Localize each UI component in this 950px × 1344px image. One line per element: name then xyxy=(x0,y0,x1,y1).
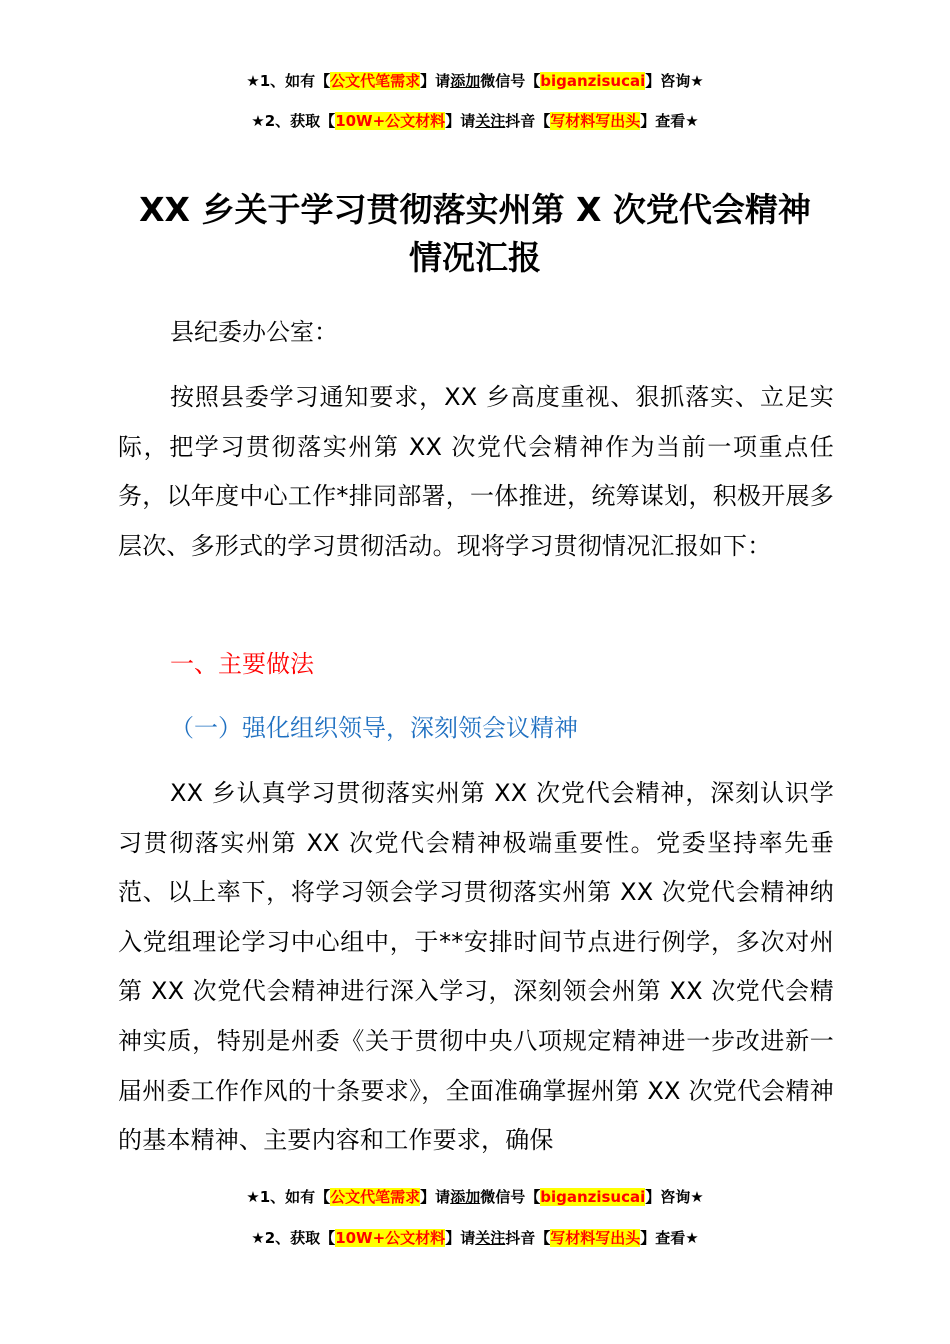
banner-text: 抖音【 xyxy=(505,1229,551,1247)
banner-text: 】咨询★ xyxy=(645,72,704,90)
document-title-line-2: 情况汇报 xyxy=(409,238,541,277)
banner-highlight: biganzisucai xyxy=(540,1188,646,1206)
document-title-line-1: XX 乡关于学习贯彻落实州第 X 次党代会精神 xyxy=(139,190,811,229)
banner-highlight: biganzisucai xyxy=(540,72,646,90)
banner-text: 】请 xyxy=(420,1188,451,1206)
banner-text: ★2、获取【 xyxy=(251,112,336,130)
banner-text: ★1、如有【 xyxy=(246,72,331,90)
footer-banner-line-1 xyxy=(0,1187,950,1207)
intro-paragraph: 按照县委学习通知要求，XX 乡高度重视、狠抓落实、立足实际，把学习贯彻落实州第 XX 次党代会精神作为当前一项重点任务，以年度中心工作*排同部署，一体推进，统筹谋划，积极开展多层次、多形式的学习贯彻活动。现将学习贯彻情况汇报如下： xyxy=(118,383,834,560)
banner-text: 微信号【 xyxy=(480,72,541,90)
banner-underline: 关注 xyxy=(475,112,506,130)
banner-highlight: 10W+公文材料 xyxy=(335,1229,446,1247)
banner-underline: 添加 xyxy=(450,1188,481,1206)
banner-highlight: 公文代笔需求 xyxy=(330,1188,421,1206)
subsection-heading: （一）强化组织领导，深刻领会议精神 xyxy=(170,714,578,742)
section-heading: 一、主要做法 xyxy=(170,650,314,678)
banner-underline: 关注 xyxy=(475,1229,506,1247)
banner-text: ★2、获取【 xyxy=(251,1229,336,1247)
banner-text: 】查看★ xyxy=(640,112,699,130)
body-paragraph: XX 乡认真学习贯彻落实州第 XX 次党代会精神，深刻认识学习贯彻落实州第 XX 次党代会精神极端重要性。党委坚持率先垂范、以上率下，将学习领会学习贯彻落实州第 XX 次党代会精神纳入党组理论学习中心组中，于**安排时间节点进行例学，多次对州第 XX 次党代会精神进行深入学习，深刻领会州第 XX 次党代会精神实质，特别是州委《关于贯彻中央八项规定精神进一步改进新一届州委工作作风的十条要求》，全面准确掌握州第 XX 次党代会精神的基本精神、主要内容和工作要求，确保 xyxy=(118,779,834,1155)
banner-highlight: 公文代笔需求 xyxy=(330,72,421,90)
banner-text: ★1、如有【 xyxy=(246,1188,331,1206)
banner-text: 】查看★ xyxy=(640,1229,699,1247)
banner-text: 】请 xyxy=(420,72,451,90)
banner-text: 】请 xyxy=(445,1229,476,1247)
header-banner-line-2 xyxy=(0,111,950,131)
banner-text: 微信号【 xyxy=(480,1188,541,1206)
footer-banner-line-2 xyxy=(0,1228,950,1248)
banner-underline: 添加 xyxy=(450,72,481,90)
header-banner-line-1 xyxy=(0,71,950,91)
banner-text: 抖音【 xyxy=(505,112,551,130)
banner-highlight: 10W+公文材料 xyxy=(335,112,446,130)
salutation: 县纪委办公室： xyxy=(170,318,338,346)
banner-highlight: 写材料写出头 xyxy=(550,1229,641,1247)
banner-text: 】咨询★ xyxy=(645,1188,704,1206)
banner-highlight: 写材料写出头 xyxy=(550,112,641,130)
banner-text: 】请 xyxy=(445,112,476,130)
